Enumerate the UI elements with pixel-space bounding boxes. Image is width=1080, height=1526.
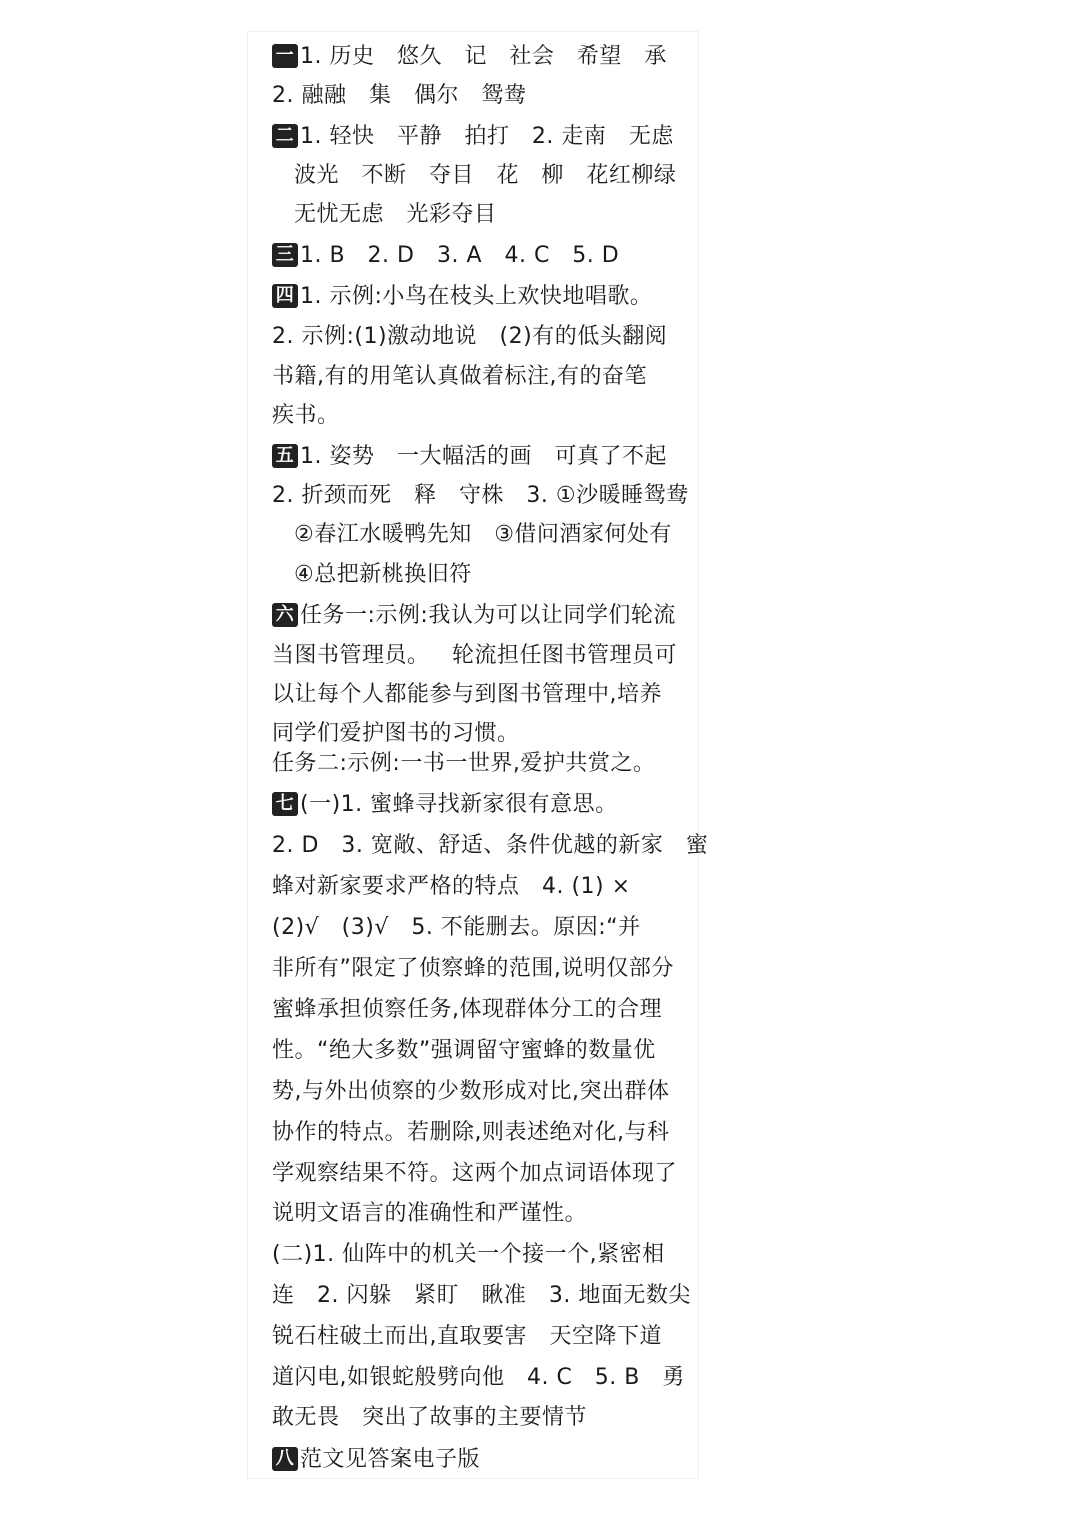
section-badge: 一 <box>272 44 298 68</box>
section-7-line-15: 道闪电,如银蛇般劈向他 4. C 5. B 勇 <box>272 1365 685 1390</box>
section-7-line-4: (2)√ (3)√ 5. 不能删去。原因:“并 <box>272 915 641 940</box>
section-1-line-2: 2. 融融 集 偶尔 鸳鸯 <box>272 83 527 108</box>
section-3-line-1: 三 1. B 2. D 3. A 4. C 5. D <box>272 241 619 271</box>
section-badge: 八 <box>272 1447 298 1471</box>
section-4-line-4: 疾书。 <box>272 403 340 428</box>
section-6-line-2: 当图书管理员。 轮流担任图书管理员可 <box>272 643 677 668</box>
section-7-line-1: 七 (一)1. 蜜蜂寻找新家很有意思。 <box>272 790 618 820</box>
section-badge: 四 <box>272 284 298 308</box>
section-badge: 六 <box>272 603 298 627</box>
section-4-line-2: 2. 示例:(1)激动地说 (2)有的低头翻阅 <box>272 324 668 349</box>
section-5-line-1: 五 1. 姿势 一大幅活的画 可真了不起 <box>272 442 667 472</box>
section-5-line-3: ②春江水暖鸭先知 ③借问酒家何处有 <box>294 522 672 547</box>
section-7-line-13: 连 2. 闪躲 紧盯 瞅准 3. 地面无数尖 <box>272 1283 691 1308</box>
section-1-line-1: 一 1. 历史 悠久 记 社会 希望 承 <box>272 42 667 72</box>
section-7-line-6: 蜜蜂承担侦察任务,体现群体分工的合理 <box>272 997 662 1022</box>
section-4-line-1: 四 1. 示例:小鸟在枝头上欢快地唱歌。 <box>272 282 652 312</box>
section-7-line-14: 锐石柱破土而出,直取要害 天空降下道 <box>272 1324 662 1349</box>
section-badge: 七 <box>272 792 298 816</box>
section-7-line-5: 非所有”限定了侦察蜂的范围,说明仅部分 <box>272 956 674 981</box>
section-7-line-8: 势,与外出侦察的少数形成对比,突出群体 <box>272 1079 670 1104</box>
section-8-line-1: 八 范文见答案电子版 <box>272 1445 480 1475</box>
section-2-line-1: 二 1. 轻快 平静 拍打 2. 走南 无虑 <box>272 122 674 152</box>
section-6-line-1: 六 任务一:示例:我认为可以让同学们轮流 <box>272 601 676 631</box>
section-4-line-3: 书籍,有的用笔认真做着标注,有的奋笔 <box>272 364 647 389</box>
section-5-line-4: ④总把新桃换旧符 <box>294 562 472 587</box>
section-badge: 五 <box>272 444 298 468</box>
section-5-line-2: 2. 折颈而死 释 守株 3. ①沙暖睡鸳鸯 <box>272 483 689 508</box>
section-6-line-4: 同学们爱护图书的习惯。 <box>272 721 520 746</box>
section-7-line-11: 说明文语言的准确性和严谨性。 <box>272 1201 588 1226</box>
section-badge: 三 <box>272 243 298 267</box>
section-7-line-16: 敢无畏 突出了故事的主要情节 <box>272 1405 587 1430</box>
section-6-line-5: 任务二:示例:一书一世界,爱护共赏之。 <box>272 751 656 776</box>
section-7-line-10: 学观察结果不符。这两个加点词语体现了 <box>272 1161 678 1186</box>
section-7-line-7: 性。“绝大多数”强调留守蜜蜂的数量优 <box>272 1038 656 1063</box>
section-7-line-9: 协作的特点。若删除,则表述绝对化,与科 <box>272 1120 670 1145</box>
section-7-line-3: 蜂对新家要求严格的特点 4. (1) × <box>272 874 631 899</box>
section-7-line-12: (二)1. 仙阵中的机关一个接一个,紧密相 <box>272 1242 665 1267</box>
section-badge: 二 <box>272 124 298 148</box>
section-7-line-2: 2. D 3. 宽敞、舒适、条件优越的新家 蜜 <box>272 833 709 858</box>
section-2-line-2: 波光 不断 夺目 花 柳 花红柳绿 <box>294 163 677 188</box>
section-6-line-3: 以让每个人都能参与到图书管理中,培养 <box>272 682 662 707</box>
section-2-line-3: 无忧无虑 光彩夺目 <box>294 202 497 227</box>
